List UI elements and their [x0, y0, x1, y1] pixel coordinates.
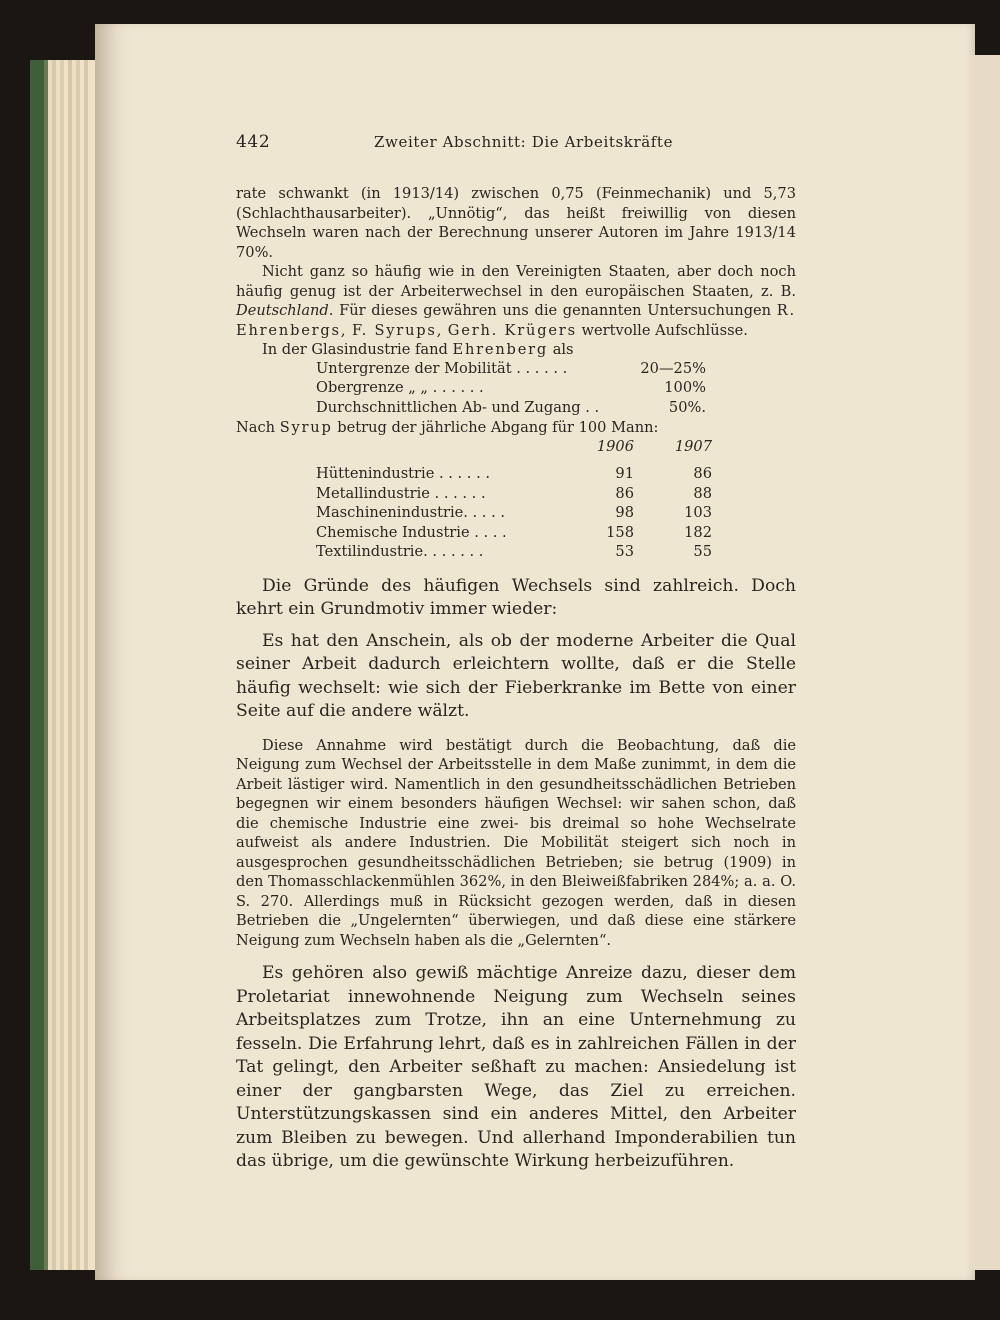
mobility-row [236, 379, 796, 399]
paragraph-observation: Diese Annahme wird bestätigt durch die Beobachtung, daß die Neigung zum Wechsel der Arbeitsstelle in dem Maße zunimmt, in dem die Arbeit lästiger wird. Namentlich in den gesundheitsschädlichen Betrieben begegnen wir einem besonders häufigen Wechsel: wir sahen schon, daß die chemische Industrie eine zwei- bis dreimal so hohe Wechselrate aufweist als andere Industrien. Die Mobilität steigert sich noch in ausgesprochen gesundheitsschädlichen Betrieben; sie betrug (1909) in den Thomasschlackenmühlen 362%, in den Bleiweißfabriken 284%; a. a. O. S. 270. Allerdings muß in Rücksicht gezogen werden, daß in diesen Betrieben die „Ungelernten“ überwiegen, und daß diese eine stärkere Neigung zum Wechseln haben als die „Gelernten“. [236, 736, 796, 949]
mobility-label: Obergrenze „ „ . . . . . . [316, 379, 484, 396]
table-cell-industry: Maschinenindustrie. . . . . [316, 504, 505, 521]
table-cell-1907: 88 [693, 484, 712, 502]
germany-country: Deutschland. [236, 302, 334, 319]
running-head: Zweiter Abschnitt: Die Arbeitskräfte [374, 133, 674, 151]
syrup-text-pre: Nach [236, 419, 276, 436]
mobility-row [236, 360, 796, 380]
author-syrup: F. Syrups, [351, 321, 444, 339]
glass-author: Ehrenberg [452, 341, 549, 358]
paragraph-germany [236, 262, 796, 340]
table-cell-1907: 55 [693, 543, 712, 560]
mobility-list [236, 360, 796, 419]
table-cell-1906: 158 [606, 523, 634, 541]
author-ehrenberg: R. Ehrenbergs, [236, 302, 796, 339]
table-cell-industry: Hüttenindustrie . . . . . . [316, 465, 490, 482]
table-cell-1907: 103 [684, 504, 712, 521]
table-cell-1907: 182 [684, 523, 712, 541]
mobility-value: 50%. [668, 398, 706, 416]
mobility-value: 100% [664, 379, 706, 396]
mobility-label: Untergrenze der Mobilität . . . . . . [316, 359, 568, 377]
book-page-edges [30, 60, 100, 1270]
table-header-row [236, 438, 796, 458]
paragraph-glass-industry [236, 340, 796, 360]
germany-text-3: wertvolle Aufschlüsse. [581, 321, 748, 339]
table-header-1906: 1906 [596, 437, 634, 455]
table-cell-1906: 91 [615, 465, 634, 482]
table-row [236, 504, 796, 524]
table-row [236, 543, 796, 563]
paragraph-incentives: Es gehören also gewiß mächtige Anreize dazu, dieser dem Proletariat innewohnende Neigung zum Wechseln seines Arbeitsplatzes zum Trotze, ihn an eine Unternehmung zu fesseln. Die Erfahrung lehrt, daß es in zahlreichen Fällen in der Tat gelingt, den Arbeiter seßhaft zu machen: Ansiedelung ist einer der gangbarsten Wege, das Ziel zu erreichen. Unterstützungskassen sind ein anderes Mittel, den Arbeiter zum Bleiben zu bewegen. Und allerhand Imponderabilien tun das übrige, um die gewünschte Wirkung herbeizuführen. [236, 963, 796, 1171]
table-row [236, 485, 796, 505]
glass-text-post: als [552, 341, 574, 358]
table-cell-1906: 53 [615, 543, 634, 560]
paragraph-mobility-rate: rate schwankt (in 1913/14) zwischen 0,75 (Feinmechanik) und 5,73 (Schlachthausarbeiter). „Unnötig“, das heißt freiwillig von diesen Wechseln waren nach der Berechnung unserer Autoren im Jahre 1913/14 70%. [236, 185, 796, 261]
turnover-table [236, 438, 796, 563]
page-number: 442 [236, 132, 271, 152]
syrup-author: Syrup [279, 419, 333, 436]
table-cell-1906: 98 [615, 504, 634, 521]
mobility-label: Durchschnittlichen Ab- und Zugang . . [316, 398, 600, 416]
author-krueger: Gerh. Krügers [447, 321, 577, 339]
paragraph-fever-metaphor: Es hat den Anschein, als ob der moderne Arbeiter die Qual seiner Arbeit dadurch erleichtern wollte, daß er die Stelle häufig wechselt: wie sich der Fieberkranke im Bette von einer Seite auf die andere wälzt. [236, 630, 796, 721]
table-cell-industry: Chemische Industrie . . . . [316, 523, 507, 541]
germany-text-1: Nicht ganz so häufig wie in den Vereinigten Staaten, aber doch noch häufig genug ist der Arbeiterwechsel in den europäischen Staaten, z. B. [236, 263, 796, 300]
mobility-value: 20—25% [640, 359, 706, 377]
paragraph-syrup [236, 418, 796, 438]
page-header [236, 132, 796, 184]
table-header-1907: 1907 [674, 437, 712, 455]
table-row [236, 465, 796, 485]
glass-text-pre: In der Glasindustrie fand [262, 341, 448, 358]
germany-text-2: Für dieses gewähren uns die genannten Untersuchungen [339, 302, 772, 319]
table-cell-1907: 86 [693, 465, 712, 482]
syrup-text-post: betrug der jährliche Abgang für 100 Mann: [337, 419, 659, 436]
facing-page-edge [970, 55, 1000, 1270]
table-cell-industry: Metallindustrie . . . . . . [316, 484, 486, 502]
text-block [236, 132, 796, 1174]
table-row [236, 524, 796, 544]
mobility-row [236, 399, 796, 419]
table-cell-1906: 86 [615, 484, 634, 502]
paragraph-reasons: Die Gründe des häufigen Wechsels sind zahlreich. Doch kehrt ein Grundmotiv immer wieder: [236, 575, 796, 619]
table-cell-industry: Textilindustrie. . . . . . . [316, 543, 484, 560]
